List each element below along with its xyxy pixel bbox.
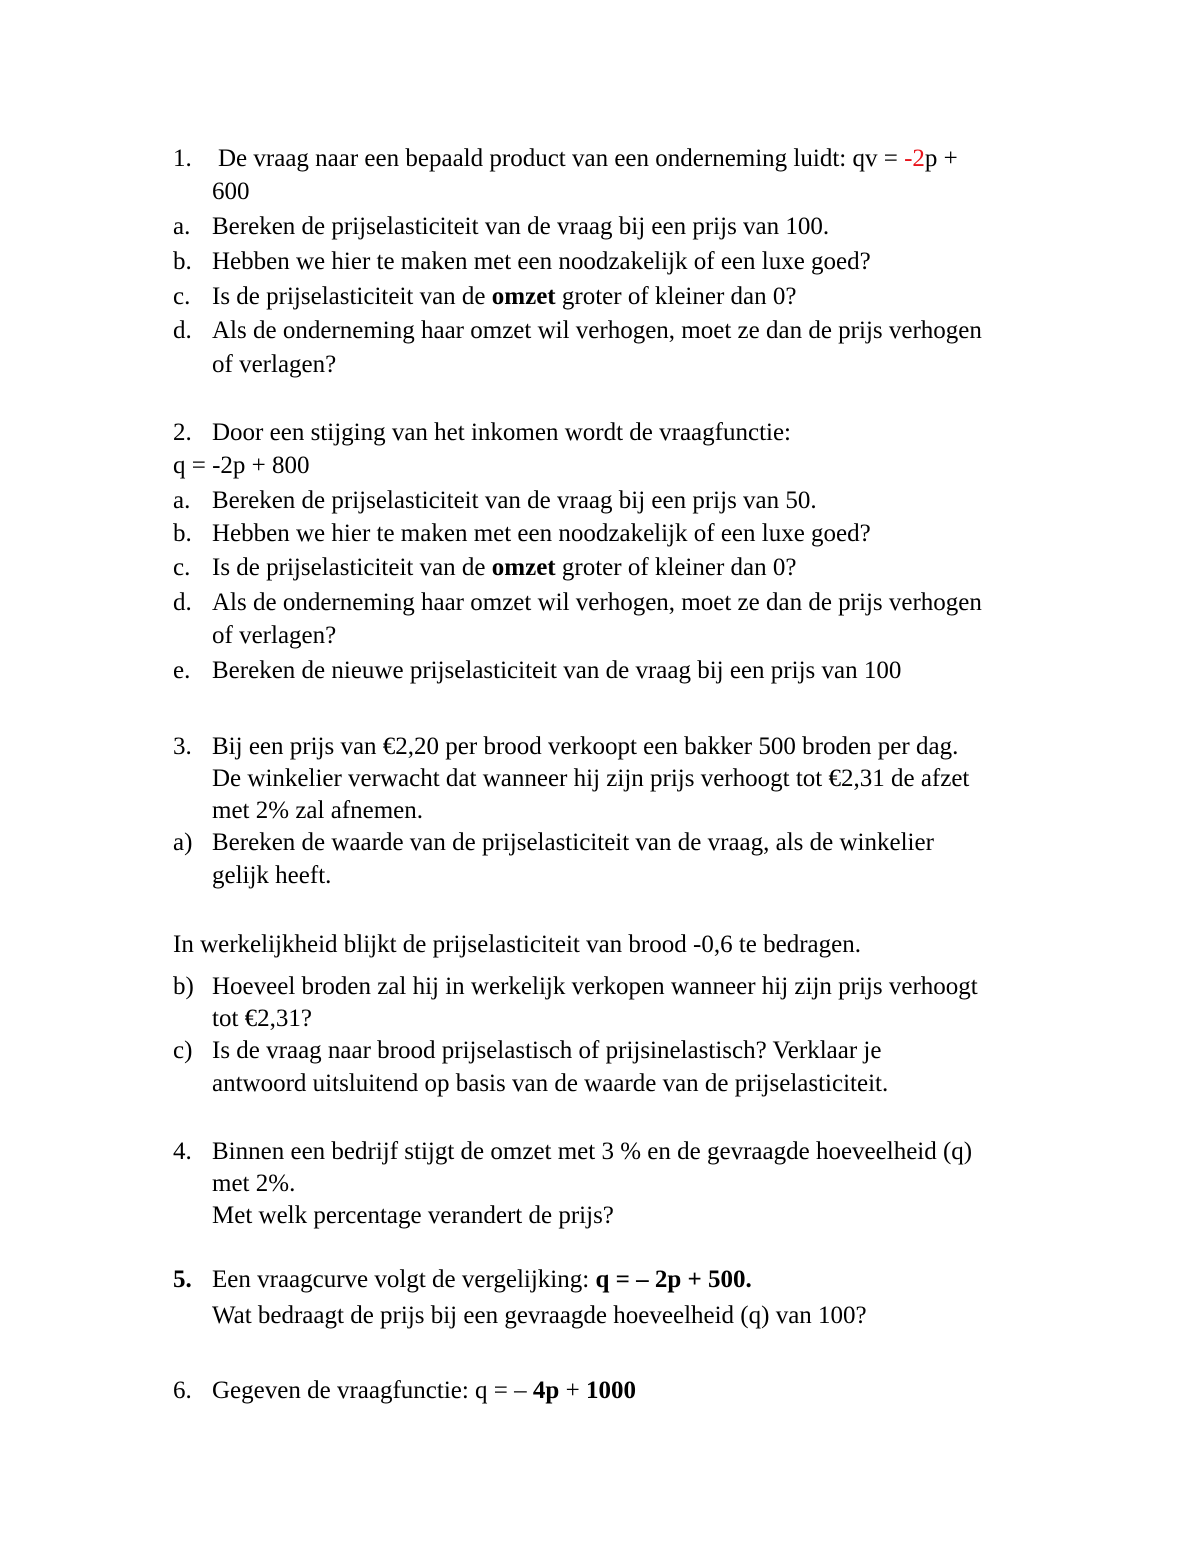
subquestion-marker: a. bbox=[173, 213, 191, 240]
subquestion-text: Als de onderneming haar omzet wil verhogen, moet ze dan de prijs verhogen bbox=[212, 317, 982, 344]
question-stem: Binnen een bedrijf stijgt de omzet met 3 % en de gevraagde hoeveelheid (q) bbox=[212, 1138, 973, 1165]
question-number: 4. bbox=[173, 1138, 192, 1165]
highlighted-coefficient: -2 bbox=[904, 145, 925, 172]
demand-formula: q = -2p + 800 bbox=[173, 452, 310, 479]
context-note: In werkelijkheid blijkt de prijselasticiteit van brood -0,6 te bedragen. bbox=[173, 931, 861, 958]
question-stem: Een vraagcurve volgt de vergelijking: q = – 2p + 500. bbox=[212, 1266, 752, 1293]
subquestion-marker: c. bbox=[173, 283, 191, 310]
subquestion-text-continued: antwoord uitsluitend op basis van de waarde van de prijselasticiteit. bbox=[212, 1070, 889, 1097]
question-stem-continued: De winkelier verwacht dat wanneer hij zijn prijs verhoogt tot €2,31 de afzet bbox=[212, 765, 970, 792]
question-stem-continued: Wat bedraagt de prijs bij een gevraagde hoeveelheid (q) van 100? bbox=[212, 1302, 867, 1329]
subquestion-text: Als de onderneming haar omzet wil verhogen, moet ze dan de prijs verhogen bbox=[212, 589, 982, 616]
bold-term: omzet bbox=[491, 554, 556, 581]
bold-term: 4p bbox=[532, 1377, 560, 1404]
subquestion-marker: a) bbox=[173, 829, 193, 856]
subquestion-text: Is de prijselasticiteit van de omzet groter of kleiner dan 0? bbox=[212, 554, 797, 581]
subquestion-text: Is de prijselasticiteit van de omzet groter of kleiner dan 0? bbox=[212, 283, 797, 310]
subquestion-text: Bereken de prijselasticiteit van de vraag bij een prijs van 100. bbox=[212, 213, 830, 240]
bold-term: omzet bbox=[491, 283, 556, 310]
question-number: 3. bbox=[173, 733, 192, 760]
subquestion-text: Bereken de nieuwe prijselasticiteit van de vraag bij een prijs van 100 bbox=[212, 657, 902, 684]
question-stem: De vraag naar een bepaald product van een onderneming luidt: qv = -2p + bbox=[218, 145, 958, 172]
subquestion-text: Hebben we hier te maken met een noodzakelijk of een luxe goed? bbox=[212, 248, 871, 275]
question-stem-continued: met 2%. bbox=[212, 1170, 296, 1197]
subquestion-marker: b) bbox=[173, 973, 194, 1000]
subquestion-text-continued: of verlagen? bbox=[212, 351, 337, 378]
question-stem-continued: met 2% zal afnemen. bbox=[212, 797, 424, 824]
subquestion-text-continued: tot €2,31? bbox=[212, 1005, 312, 1032]
question-number: 1. bbox=[173, 145, 192, 172]
question-stem: Bij een prijs van €2,20 per brood verkoopt een bakker 500 broden per dag. bbox=[212, 733, 959, 760]
question-stem: Gegeven de vraagfunctie: q = – 4p + 1000 bbox=[212, 1377, 636, 1404]
subquestion-text: Bereken de waarde van de prijselasticiteit van de vraag, als de winkelier bbox=[212, 829, 934, 856]
subquestion-text: Bereken de prijselasticiteit van de vraag bij een prijs van 50. bbox=[212, 487, 817, 514]
subquestion-marker: b. bbox=[173, 520, 192, 547]
subquestion-text: Hoeveel broden zal hij in werkelijk verkopen wanneer hij zijn prijs verhoogt bbox=[212, 973, 978, 1000]
subquestion-marker: a. bbox=[173, 487, 191, 514]
bold-equation: q = – 2p + 500. bbox=[595, 1266, 752, 1293]
question-number: 6. bbox=[173, 1377, 192, 1404]
subquestion-marker: b. bbox=[173, 248, 192, 275]
question-number: 2. bbox=[173, 419, 192, 446]
subquestion-marker: d. bbox=[173, 589, 192, 616]
subquestion-text-continued: of verlagen? bbox=[212, 622, 337, 649]
subquestion-text: Hebben we hier te maken met een noodzakelijk of een luxe goed? bbox=[212, 520, 871, 547]
subquestion-text-continued: gelijk heeft. bbox=[212, 862, 332, 889]
subquestion-marker: c. bbox=[173, 554, 191, 581]
question-stem-continued: 600 bbox=[212, 178, 250, 205]
subquestion-text: Is de vraag naar brood prijselastisch of prijsinelastisch? Verklaar je bbox=[212, 1037, 882, 1064]
subquestion-marker: c) bbox=[173, 1037, 193, 1064]
subquestion-marker: e. bbox=[173, 657, 191, 684]
question-stem: Door een stijging van het inkomen wordt de vraagfunctie: bbox=[212, 419, 792, 446]
question-number: 5. bbox=[173, 1266, 192, 1293]
subquestion-marker: d. bbox=[173, 317, 192, 344]
bold-term: 1000 bbox=[585, 1377, 636, 1404]
question-stem-continued: Met welk percentage verandert de prijs? bbox=[212, 1202, 614, 1229]
